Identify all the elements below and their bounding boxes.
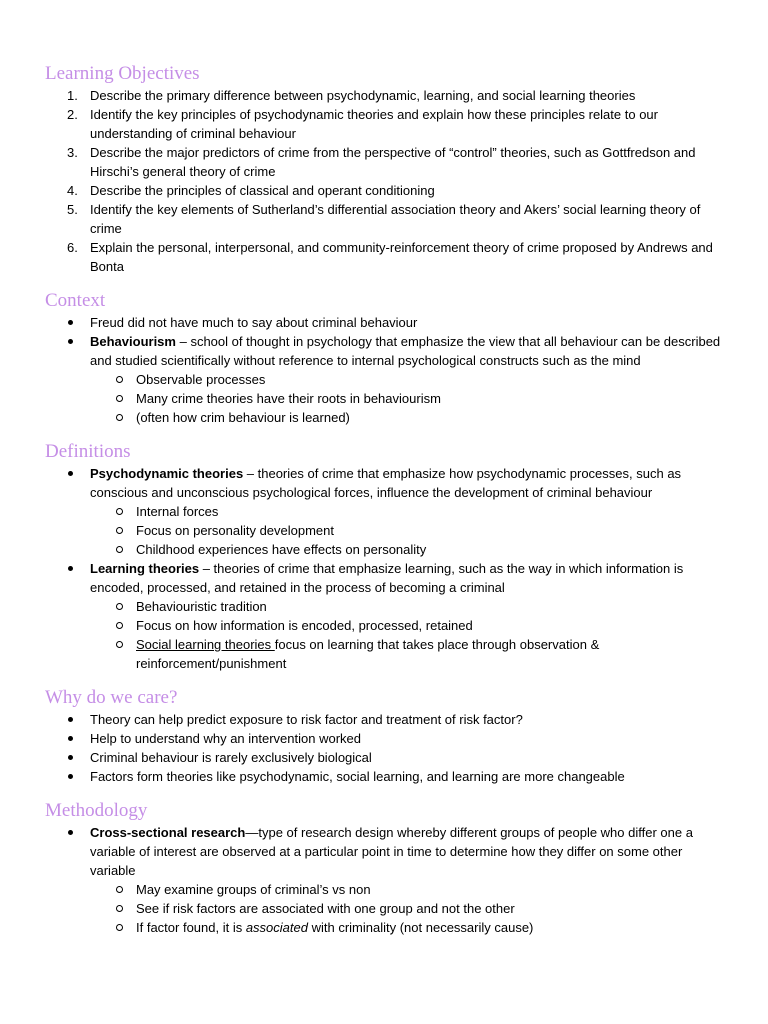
italic-term: associated [245,920,308,935]
list-item [45,86,724,105]
list-item [45,181,724,200]
sub-item-text: Childhood experiences have effects on personality [136,542,427,557]
list-item [45,238,724,276]
list-item [45,767,724,786]
sub-list-item [45,370,724,389]
sub-item-text: See if risk factors are associated with one group and not the other [136,901,515,916]
section-definitions [45,440,724,673]
list-number: 2. [67,107,78,122]
list-item-text: – school of thought in psychology that emphasize the view that all behaviour can be described and studied scientifically without reference to internal psychological constructs such as the mind [90,334,721,368]
list-item [45,823,724,937]
list-item [45,559,724,673]
sub-list-item [45,918,724,937]
sub-list [90,370,724,427]
heading-learning-objectives: Learning Objectives [45,63,200,84]
sub-item-text: (often how crim behaviour is learned) [136,410,350,425]
list-item-text: – theories of crime that emphasize learning, such as the way in which information is encoded, processed, and retained in the process of becoming a criminal [90,561,684,595]
term-behaviourism: Behaviourism [90,334,176,349]
bullet-icon [68,717,73,722]
sub-list-item [45,616,724,635]
methodology-list [45,823,724,937]
heading-context: Context [45,290,106,311]
list-number: 3. [67,145,78,160]
heading-definitions: Definitions [45,441,131,462]
list-item-text: Theory can help predict exposure to risk factor and treatment of risk factor? [90,712,523,727]
section-methodology [45,799,724,937]
list-item-text: Freud did not have much to say about criminal behaviour [90,315,418,330]
list-item [45,729,724,748]
heading-why-care: Why do we care? [45,687,178,708]
sub-list-item [45,540,724,559]
circle-bullet-icon [116,905,123,912]
context-list [45,313,724,427]
circle-bullet-icon [116,603,123,610]
circle-bullet-icon [116,886,123,893]
sub-list-item [45,635,724,673]
underlined-term: Social learning theories [136,637,275,652]
sub-list-item [45,899,724,918]
list-item [45,105,724,143]
list-item [45,710,724,729]
sub-list-item [45,502,724,521]
sub-item-text-post: with criminality (not necessarily cause) [307,920,534,935]
list-number: 4. [67,183,78,198]
list-item-text: Describe the major predictors of crime from the perspective of “control” theories, such as Gottfredson and Hirschi’s general theory of crime [90,145,696,179]
list-item [45,464,724,559]
sub-item-text: Many crime theories have their roots in behaviourism [136,391,441,406]
term-learning: Learning theories [90,561,200,576]
list-number: 1. [67,88,78,103]
sub-list-item [45,597,724,616]
list-item [45,313,724,332]
list-item [45,143,724,181]
sub-list-item [45,389,724,408]
list-item-text: Help to understand why an intervention worked [90,731,361,746]
circle-bullet-icon [116,546,123,553]
sub-item-text: focus on learning that takes place through observation & reinforcement/punishment [136,637,600,671]
list-item [45,748,724,767]
list-item-text: Factors form theories like psychodynamic, social learning, and learning are more changeable [90,769,625,784]
sub-item-text: Focus on how information is encoded, processed, retained [136,618,473,633]
list-item-text: Describe the principles of classical and operant conditioning [90,183,435,198]
list-number: 6. [67,240,78,255]
term-cross-sectional: Cross-sectional research [90,825,246,840]
section-context [45,289,724,427]
list-item-text: Identify the key elements of Sutherland’s differential association theory and Akers’ social learning theory of crime [90,202,701,236]
list-item [45,332,724,427]
bullet-icon [68,830,73,835]
sub-item-text: Internal forces [136,504,219,519]
list-item-text: – theories of crime that emphasize how psychodynamic processes, such as conscious and unconscious psychological forces, influence the development of criminal behaviour [90,466,682,500]
sub-list [90,502,724,559]
circle-bullet-icon [116,641,123,648]
heading-methodology: Methodology [45,800,148,821]
circle-bullet-icon [116,622,123,629]
list-item-text: Criminal behaviour is rarely exclusively biological [90,750,372,765]
sub-item-text: Focus on personality development [136,523,335,538]
term-psychodynamic: Psychodynamic theories [90,466,244,481]
sub-item-text: Observable processes [136,372,266,387]
list-item-text: Describe the primary difference between psychodynamic, learning, and social learning theories [90,88,636,103]
bullet-icon [68,755,73,760]
list-item-text: Explain the personal, interpersonal, and community-reinforcement theory of crime proposed by Andrews and Bonta [90,240,713,274]
sub-item-text-pre: If factor found, it is [136,920,246,935]
bullet-icon [68,736,73,741]
sub-item-text: Behaviouristic tradition [136,599,267,614]
list-item-text: Identify the key principles of psychodynamic theories and explain how these principles relate to our understanding of criminal behaviour [90,107,658,141]
sub-list-item [45,408,724,427]
objectives-list [45,86,724,276]
sub-list [90,597,724,673]
circle-bullet-icon [116,395,123,402]
circle-bullet-icon [116,376,123,383]
sub-item-text: May examine groups of criminal’s vs non [136,882,371,897]
bullet-icon [68,339,73,344]
circle-bullet-icon [116,508,123,515]
circle-bullet-icon [116,414,123,421]
bullet-icon [68,320,73,325]
section-learning-objectives [45,62,724,276]
bullet-icon [68,566,73,571]
list-item-text: —type of research design whereby different groups of people who differ one a variable of interest are observed at a particular point in time to determine how they differ on some other variable [90,825,693,878]
list-item [45,200,724,238]
bullet-icon [68,471,73,476]
circle-bullet-icon [116,527,123,534]
sub-list [90,880,724,937]
sub-list-item [45,880,724,899]
sub-list-item [45,521,724,540]
list-number: 5. [67,202,78,217]
bullet-icon [68,774,73,779]
definitions-list [45,464,724,673]
section-why-care [45,686,724,786]
circle-bullet-icon [116,924,123,931]
care-list [45,710,724,786]
